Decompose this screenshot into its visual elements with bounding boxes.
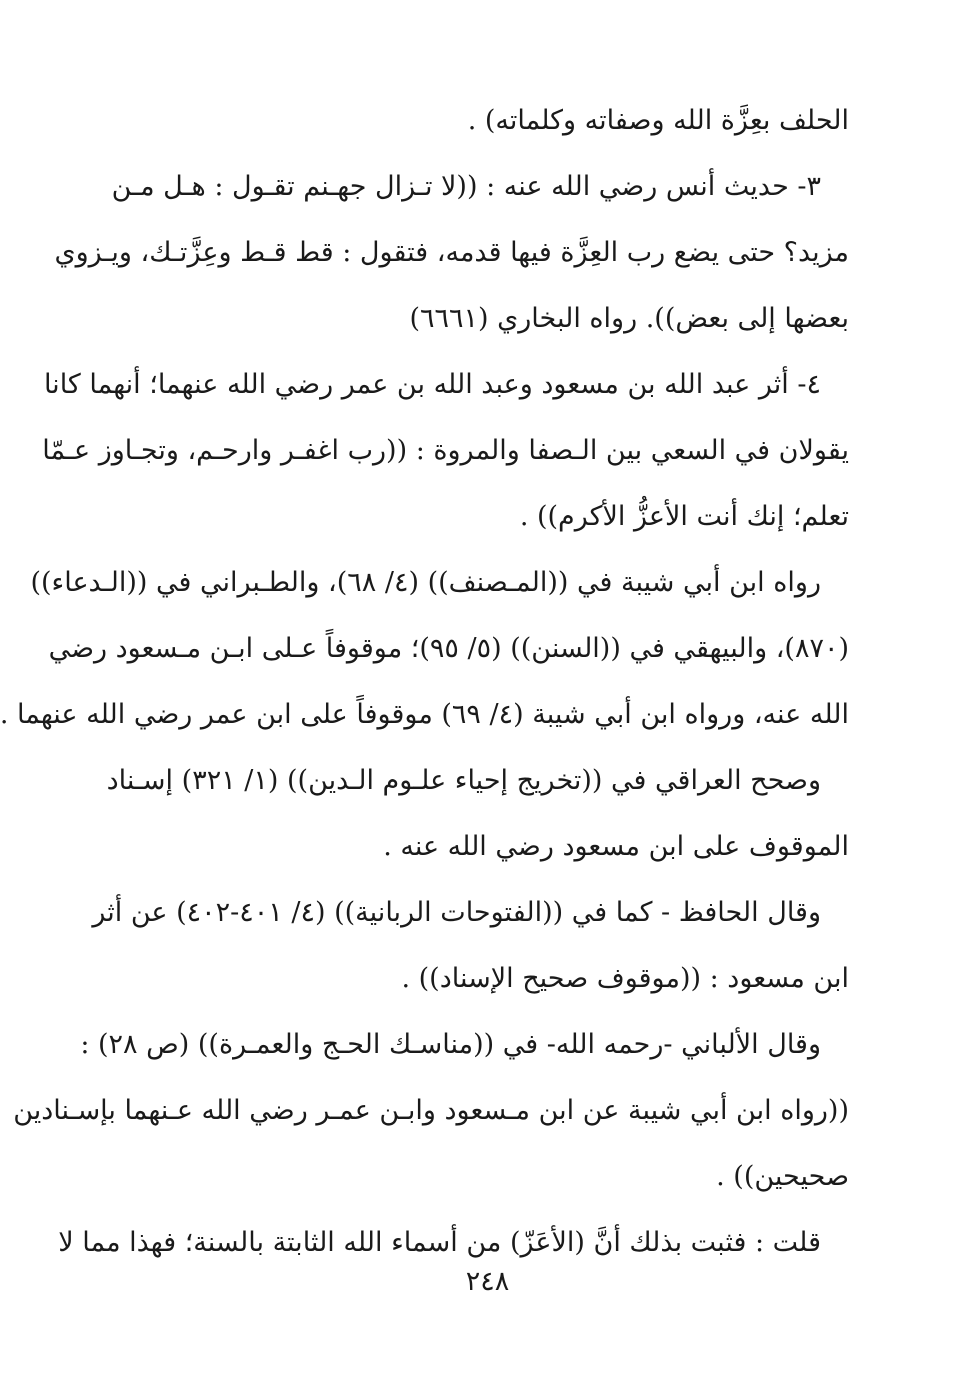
page-body xyxy=(0,88,849,1276)
page-number: ٢٤٨ xyxy=(465,1266,510,1297)
text-line: قلت : فثبت بذلك أنَّ (الأعَزّ) من أسماء الله الثابتة بالسنة؛ فهذا مما لا xyxy=(58,1227,821,1258)
text-line: تعلم؛ إنك أنت الأعزُّ الأكرم)) . xyxy=(519,501,849,532)
text-line: يقولان في السعي بين الـصفا والمروة : ((رب اغفـر وارحـم، وتجـاوز عـمّا xyxy=(42,435,849,466)
text-line: وقال الألباني -رحمه الله- في ((مناسـك الحـج والعمـرة)) (ص ٢٨) : xyxy=(80,1029,821,1060)
text-line: الله عنه، ورواه ابن أبي شيبة (٤/ ٦٩) موقوفاً على ابن عمر رضي الله عنهما . xyxy=(0,699,849,730)
text-line: صحيحين)) . xyxy=(716,1161,849,1192)
text-line: وقال الحافظ - كما في ((الفتوحات الربانية)) (٤/ ٤٠١-٤٠٢) عن أثر xyxy=(92,897,821,928)
text-line: مزيد؟ حتى يضع رب العِزَّة فيها قدمه، فتقول : قط قـط وعِزَّتـك، ويـزوي xyxy=(54,237,849,268)
text-line: ٣- حديث أنس رضي الله عنه : ((لا تـزال جهـنم تقـول : هـل مـن xyxy=(111,171,821,202)
text-line: الموقوف على ابن مسعود رضي الله عنه . xyxy=(383,831,849,862)
text-line: ((رواه ابن أبي شيبة عن ابن مـسعود وابـن عمـر رضي الله عـنهما بإسـنادين xyxy=(13,1095,849,1126)
text-line: بعضها إلى بعض)). رواه البخاري (٦٦٦١) xyxy=(409,303,849,334)
text-line: الحلف بعِزَّة الله وصفاته وكلماته) . xyxy=(467,105,849,136)
text-line: ٤- أثر عبد الله بن مسعود وعبد الله بن عمر رضي الله عنهما؛ أنهما كانا xyxy=(43,369,821,400)
text-line: (٨٧٠)، والبيهقي في ((السنن)) (٥/ ٩٥)؛ موقوفاً عـلى ابـن مـسعود رضي xyxy=(48,633,849,664)
text-line: وصحح العراقي في ((تخريج إحياء علـوم الـدين)) (١/ ٣٢١) إسـناد xyxy=(106,765,821,796)
text-line: رواه ابن أبي شيبة في ((المـصنف)) (٤/ ٦٨)، والطـبراني في ((الـدعاء)) xyxy=(30,567,821,598)
text-line: ابن مسعود : ((موقوف صحيح الإسناد)) . xyxy=(401,963,849,994)
